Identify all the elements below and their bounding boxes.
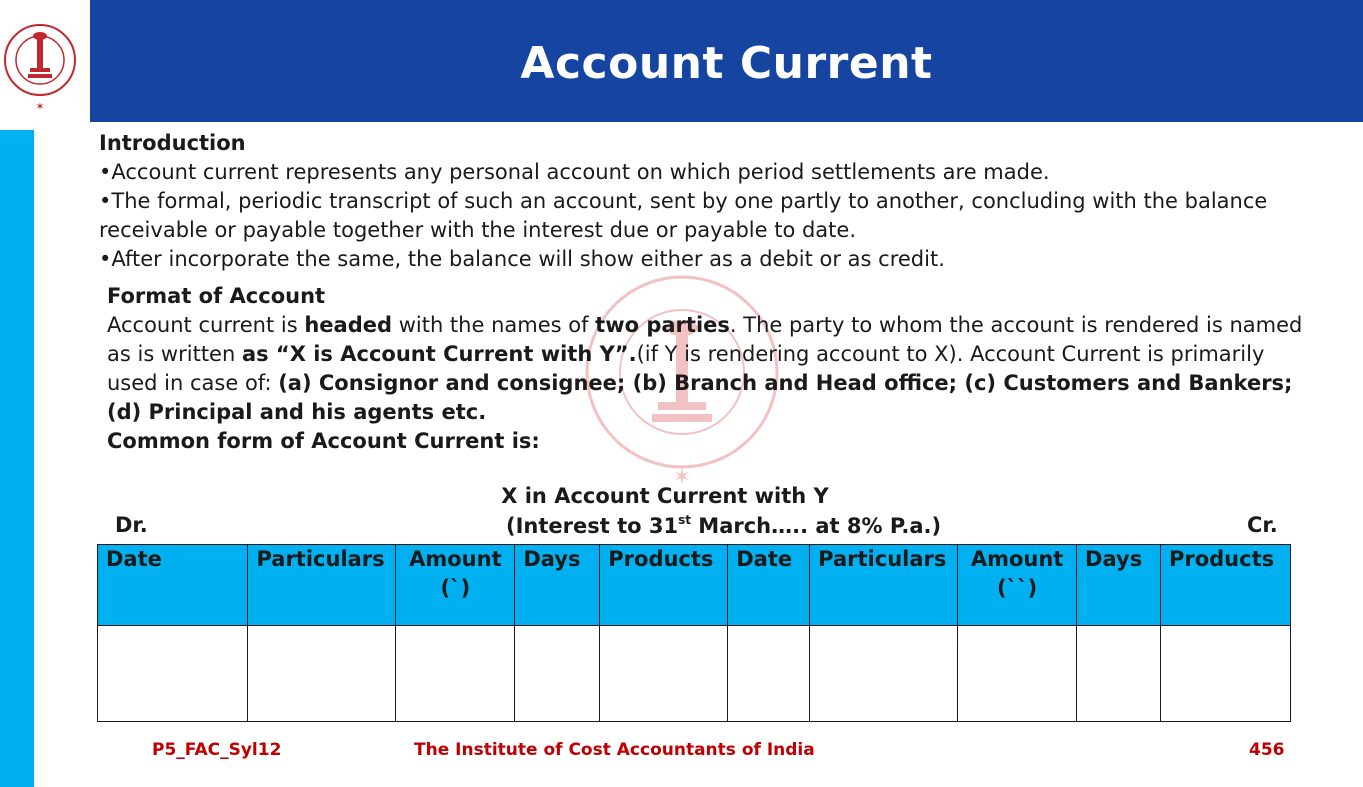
svg-text:✶: ✶ xyxy=(672,465,692,490)
debit-label: Dr. xyxy=(115,513,148,537)
header-amount-cr: Amount (``) xyxy=(958,545,1077,626)
footer-code: P5_FAC_Syl12 xyxy=(152,740,282,760)
table-cell xyxy=(1160,626,1290,722)
table-header-row xyxy=(98,545,1291,626)
table-cell xyxy=(810,626,958,722)
header-products-cr: Products xyxy=(1160,545,1290,626)
table-cell xyxy=(98,626,248,722)
intro-bullet-3: •After incorporate the same, the balance will show either as a debit or as credit. xyxy=(99,247,945,271)
table-cell xyxy=(396,626,515,722)
table-cell xyxy=(728,626,810,722)
footer-institute: The Institute of Cost Accountants of India xyxy=(414,740,815,760)
header-date-dr: Date xyxy=(98,545,248,626)
header-date-cr: Date xyxy=(728,545,810,626)
introduction-section xyxy=(99,129,1309,274)
common-form-label: Common form of Account Current is: xyxy=(107,429,540,453)
table-title: X in Account Current with Y xyxy=(501,484,829,508)
header-products-dr: Products xyxy=(600,545,728,626)
table-row xyxy=(98,626,1291,722)
left-accent-bar xyxy=(0,130,34,787)
account-current-table xyxy=(97,544,1291,722)
title-banner xyxy=(90,0,1363,122)
format-heading: Format of Account xyxy=(107,284,326,308)
introduction-heading: Introduction xyxy=(99,131,246,155)
institute-logo xyxy=(0,0,88,124)
format-paragraph: Account current is headed with the names of two parties. The party to whom the account is rendered is named as is written as “X is Account Current with Y”.(if Y is rendering account to X). Account Current is primarily used in case of: (a) Consignor and consignee; (b) Branch and Head office; (c) Customers and Bankers; (d) Principal and his agents etc. xyxy=(107,313,1303,424)
table-cell xyxy=(515,626,600,722)
table-cell xyxy=(600,626,728,722)
header-amount-dr: Amount (`) xyxy=(396,545,515,626)
page-title: Account Current xyxy=(520,38,933,89)
svg-text:✶: ✶ xyxy=(35,100,45,113)
header-particulars-dr: Particulars xyxy=(248,545,396,626)
table-subtitle: (Interest to 31st March….. at 8% P.a.) xyxy=(506,513,942,538)
format-section xyxy=(107,282,1307,456)
header-days-cr: Days xyxy=(1077,545,1161,626)
table-cell xyxy=(958,626,1077,722)
header-days-dr: Days xyxy=(515,545,600,626)
intro-bullet-1: •Account current represents any personal account on which period settlements are made. xyxy=(99,160,1050,184)
credit-label: Cr. xyxy=(1247,513,1278,537)
table-cell xyxy=(1077,626,1161,722)
header-particulars-cr: Particulars xyxy=(810,545,958,626)
footer-page-number: 456 xyxy=(1249,740,1285,760)
intro-bullet-2: •The formal, periodic transcript of such an account, sent by one partly to another, concluding with the balance receivable or payable together with the interest due or payable to date. xyxy=(99,189,1268,242)
table-cell xyxy=(248,626,396,722)
